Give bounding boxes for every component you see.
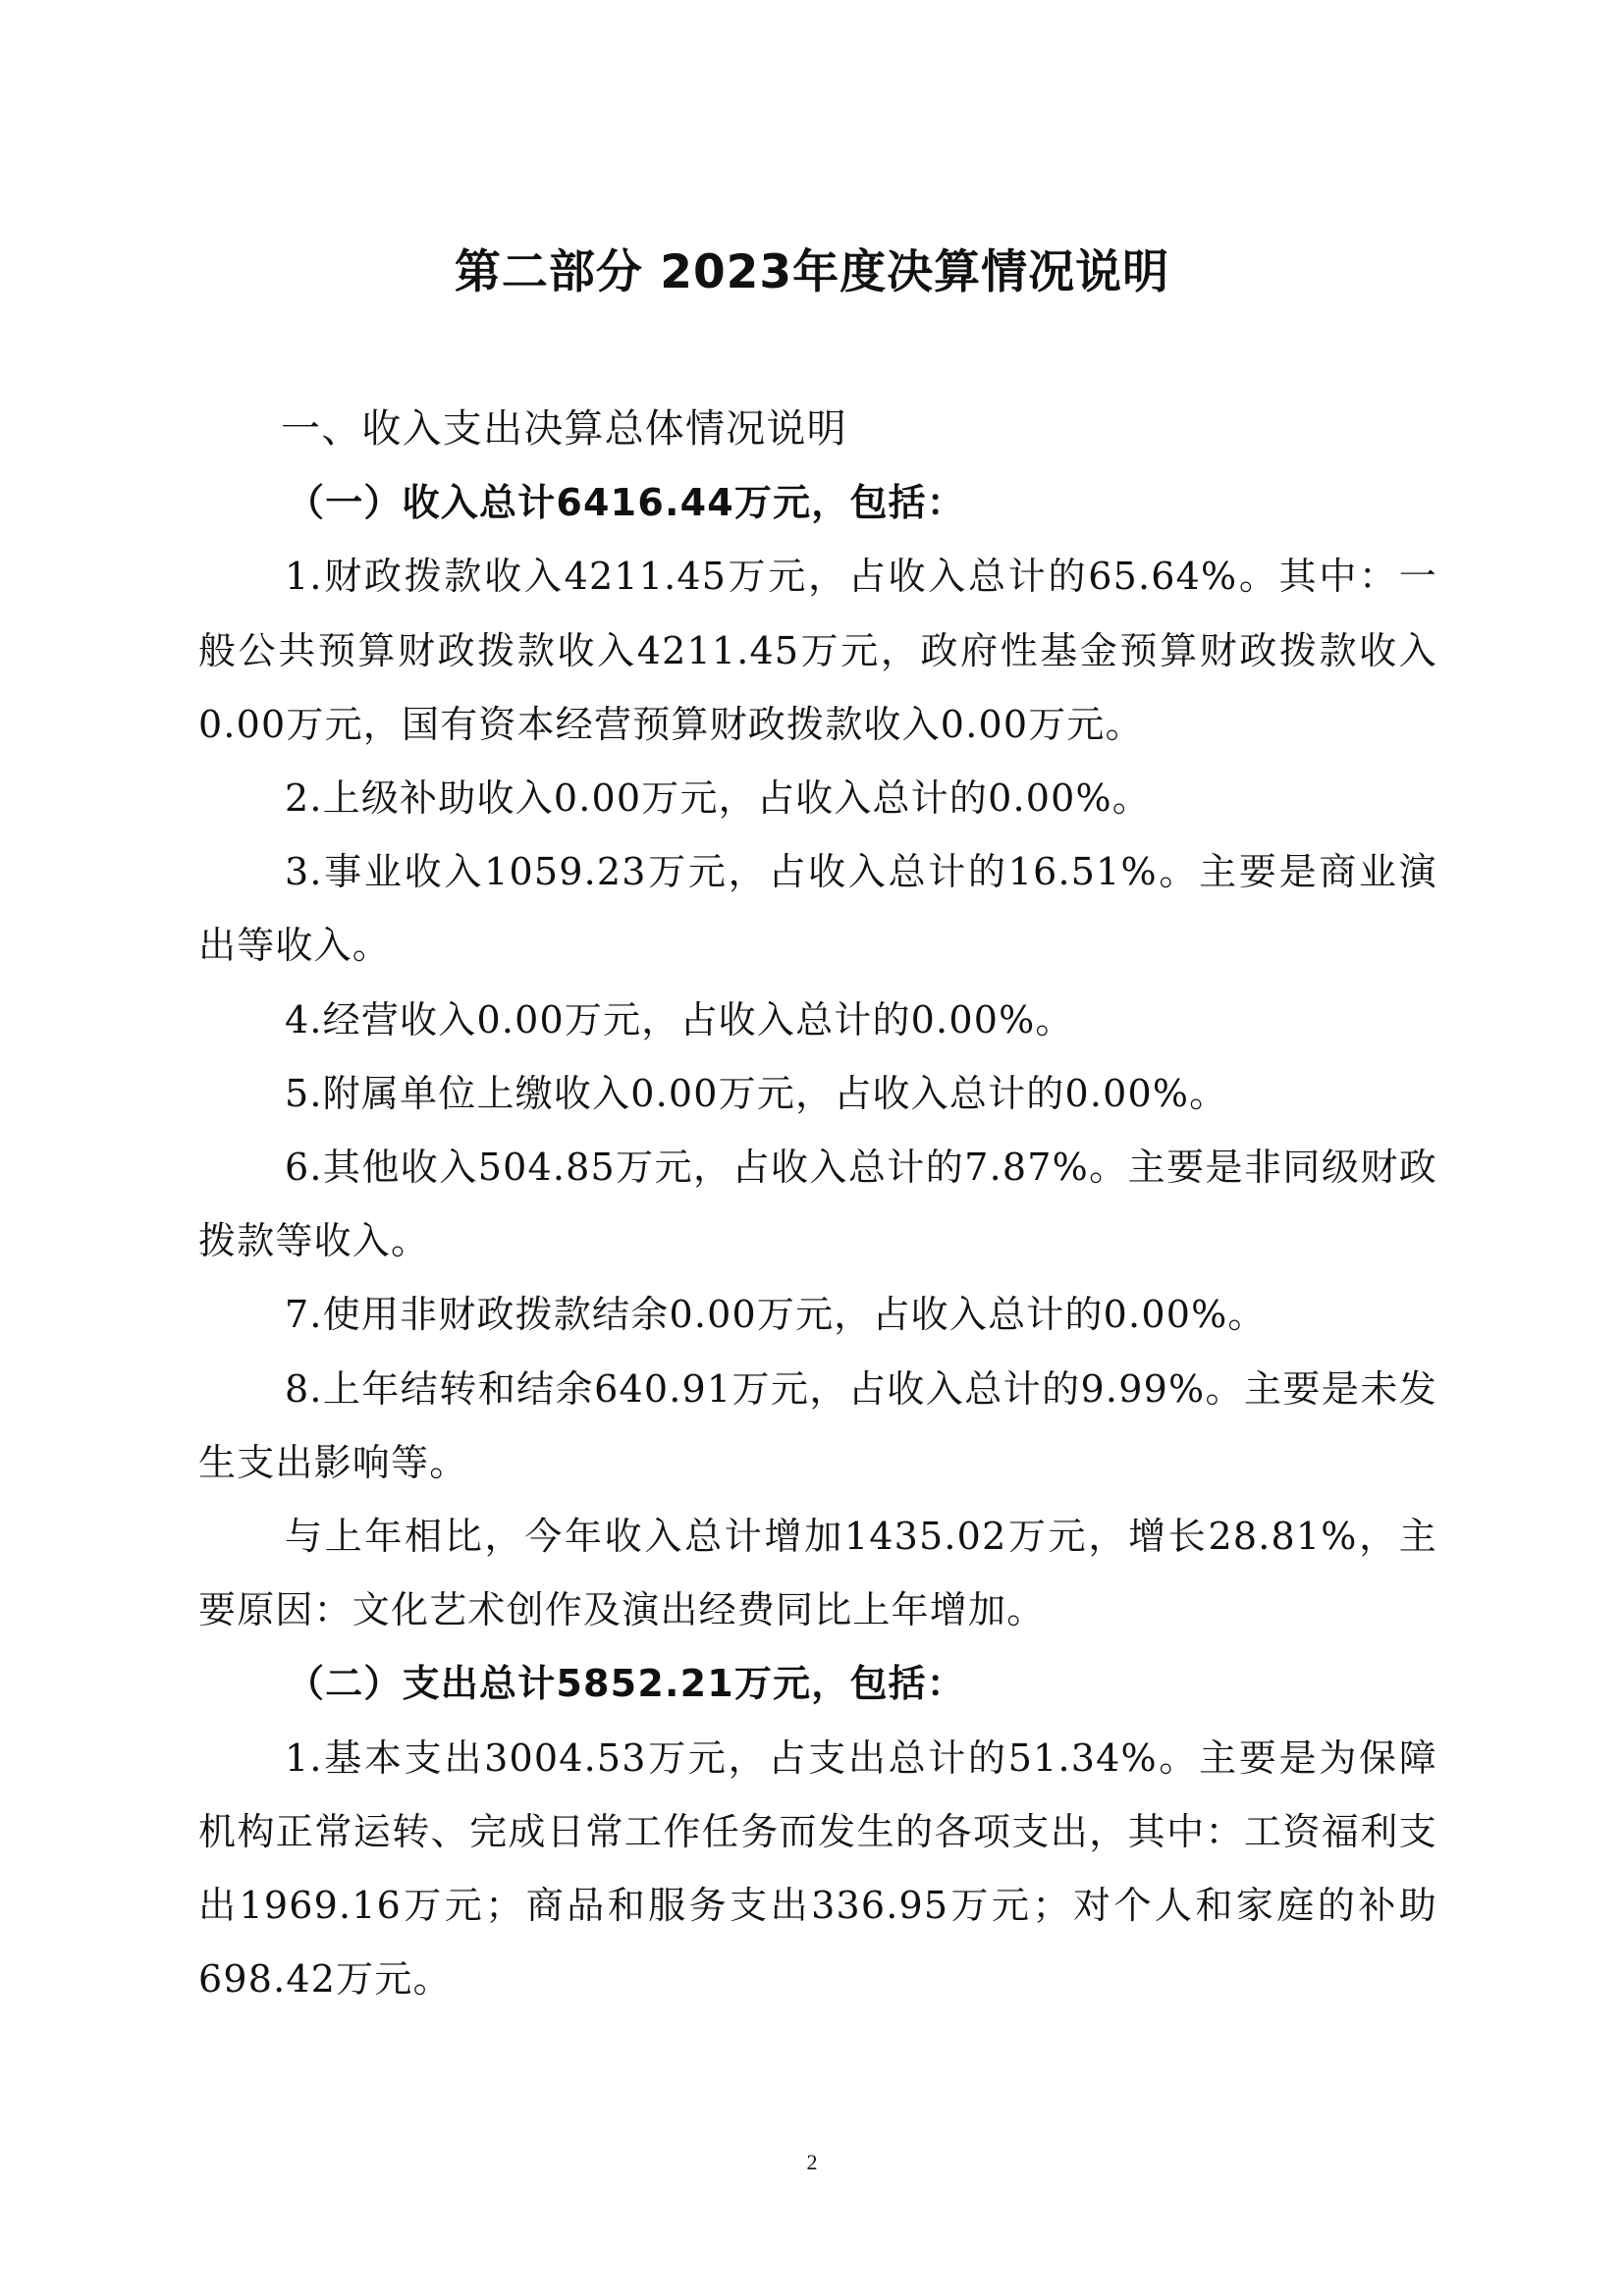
income-item-subsidiary-remittance: 5.附属单位上缴收入0.00万元，占收入总计的0.00%。 (285, 1071, 1228, 1115)
page-number: 2 (806, 2150, 818, 2174)
expense-item-basic-expenditure: 1.基本支出3004.53万元，占支出总计的51.34%。主要是为保障机构正常运转、完成日常工作任务而发生的各项支出，其中：工资福利支出1969.16万元；商品和服务支出336.95万元；对个人和家庭的补助698.42万元。 (198, 1735, 1437, 2002)
subsection-heading-income-total: （一）收入总计6416.44万元，包括： (287, 481, 966, 525)
income-item-carryover-balance: 8.上年结转和结余640.91万元，占收入总计的9.99%。主要是未发生支出影响等。 (198, 1366, 1437, 1484)
income-item-fiscal-appropriation: 1.财政拨款收入4211.45万元，占收入总计的65.64%。其中：一般公共预算财政拨款收入4211.45万元，政府性基金预算财政拨款收入0.00万元，国有资本经营预算财政拨款收入0.00万元。 (198, 555, 1437, 746)
income-item-other-income: 6.其他收入504.85万元，占收入总计的7.87%。主要是非同级财政拨款等收入。 (198, 1146, 1437, 1263)
income-item-higher-level-subsidy: 2.上级补助收入0.00万元，占收入总计的0.00%。 (285, 776, 1151, 821)
income-item-non-fiscal-surplus: 7.使用非财政拨款结余0.00万元，占收入总计的0.00%。 (285, 1293, 1267, 1337)
subsection-heading-expense-total: （二）支出总计5852.21万元，包括： (287, 1662, 966, 1706)
income-comparison-paragraph: 与上年相比，今年收入总计增加1435.02万元，增长28.81%，主要原因：文化艺术创作及演出经费同比上年增加。 (198, 1515, 1437, 1632)
section-heading-income-expense-overview: 一、收入支出决算总体情况说明 (281, 406, 847, 452)
income-item-operating-income: 4.经营收入0.00万元，占收入总计的0.00%。 (285, 997, 1074, 1041)
document-body (198, 393, 1437, 2016)
income-item-business-income: 3.事业收入1059.23万元，占收入总计的16.51%。主要是商业演出等收入。 (198, 850, 1437, 968)
document-title: 第二部分 2023年度决算情况说明 (454, 245, 1170, 299)
